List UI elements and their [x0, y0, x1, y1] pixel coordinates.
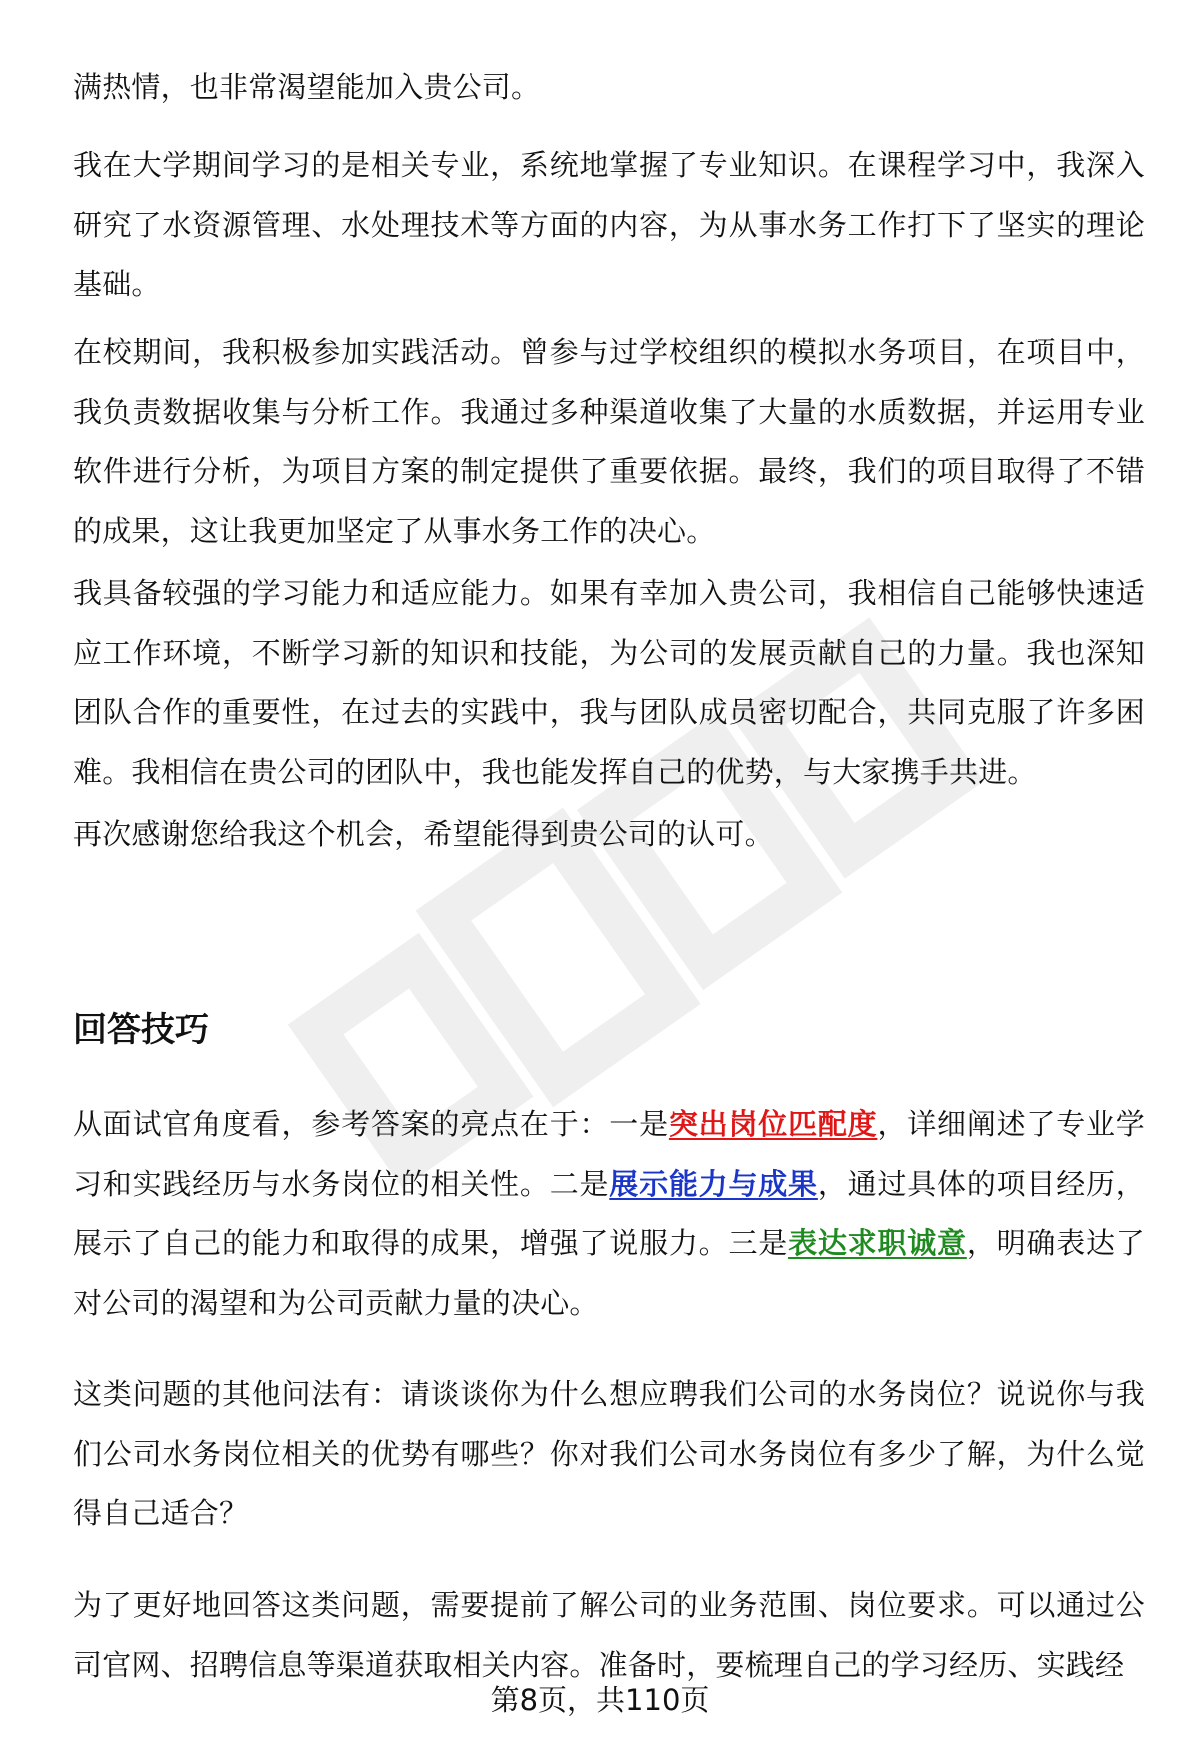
- paragraph-education: 我在大学期间学习的是相关专业，系统地掌握了专业知识。在课程学习中，我深入研究了水资源管理、水处理技术等方面的内容，为从事水务工作打下了坚实的理论基础。: [73, 148, 1145, 301]
- tips-text-a: 从面试官角度看，参考答案的亮点在于：一是: [73, 1107, 669, 1141]
- paragraph-thanks: 再次感谢您给我这个机会，希望能得到贵公司的认可。: [73, 817, 774, 851]
- highlight-ability-results: 展示能力与成果: [609, 1166, 818, 1201]
- paragraph-preparation: 为了更好地回答这类问题，需要提前了解公司的业务范围、岗位要求。可以通过公司官网、招聘信息等渠道获取相关内容。准备时，要梳理自己的学习经历、实践经: [73, 1588, 1145, 1682]
- paragraph-tips-highlights: [73, 1095, 1145, 1333]
- paragraph-other-questions: 这类问题的其他问法有：请谈谈你为什么想应聘我们公司的水务岗位？说说你与我们公司水务岗位相关的优势有哪些？你对我们公司水务岗位有多少了解，为什么觉得自己适合？: [73, 1377, 1145, 1530]
- tips-text-d: ，明确表达了对公司的渴望和为公司贡献力量的决心。: [73, 1226, 1145, 1320]
- tips-text-c: ，通过具体的项目经历，展示了自己的能力和取得的成果，增强了说服力。三是: [73, 1166, 1145, 1260]
- highlight-job-match: 突出岗位匹配度: [668, 1107, 878, 1141]
- paragraph-abilities: 我具备较强的学习能力和适应能力。如果有幸加入贵公司，我相信自己能够快速适应工作环境，不断学习新的知识和技能，为公司的发展贡献自己的力量。我也深知团队合作的重要性，在过去的实践中，我与团队成员密切配合，共同克服了许多困难。我相信在贵公司的团队中，我也能发挥自己的优势，与大家携手共进。: [73, 576, 1145, 789]
- section-heading: 回答技巧: [73, 1010, 209, 1050]
- page-number: 第8页，共110页: [490, 1683, 710, 1717]
- highlight-sincerity: 表达求职诚意: [788, 1226, 967, 1260]
- paragraph-practice: 在校期间，我积极参加实践活动。曾参与过学校组织的模拟水务项目，在项目中，我负责数据收集与分析工作。我通过多种渠道收集了大量的水质数据，并运用专业软件进行分析，为项目方案的制定提供了重要依据。最终，我们的项目取得了不错的成果，这让我更加坚定了从事水务工作的决心。: [73, 335, 1145, 548]
- tips-text-b: ，详细阐述了专业学习和实践经历与水务岗位的相关性。二是: [73, 1107, 1145, 1201]
- paragraph-intro-end: 满热情，也非常渴望能加入贵公司。: [73, 70, 541, 104]
